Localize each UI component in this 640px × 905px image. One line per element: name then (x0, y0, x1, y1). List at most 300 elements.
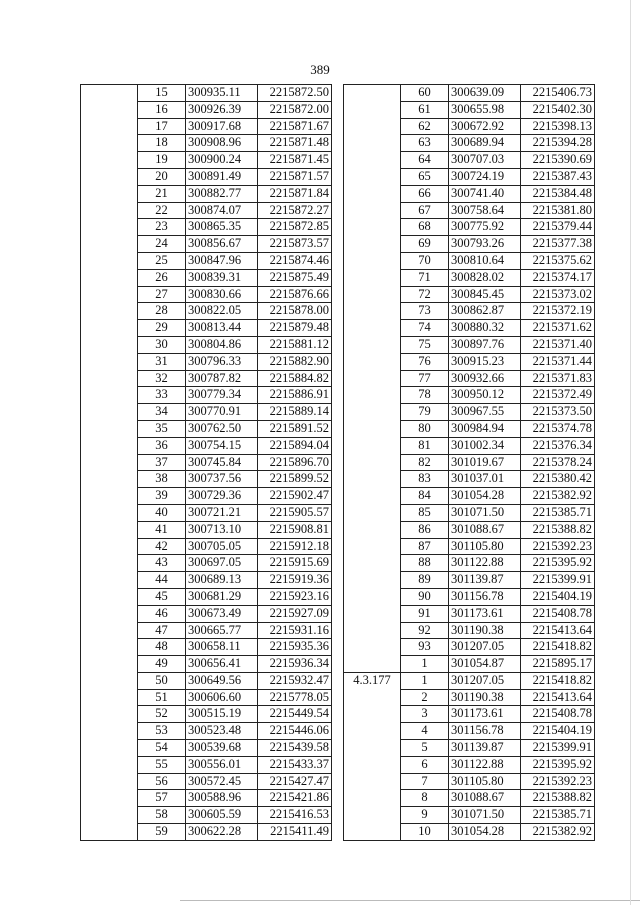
x-coordinate-cell: 300796.33 (186, 353, 258, 370)
section-cell (344, 202, 401, 219)
y-coordinate-cell: 2215394.28 (521, 135, 595, 152)
table-row (81, 656, 332, 673)
section-cell (81, 168, 138, 185)
y-coordinate-cell: 2215899.52 (258, 471, 332, 488)
section-cell (344, 807, 401, 824)
x-coordinate-cell: 300822.05 (186, 303, 258, 320)
section-cell (344, 404, 401, 421)
table-row (81, 85, 332, 102)
table-row (81, 185, 332, 202)
table-row (81, 118, 332, 135)
x-coordinate-cell: 300707.03 (449, 152, 521, 169)
section-cell (344, 219, 401, 236)
bottom-rule (180, 900, 640, 901)
section-cell (344, 706, 401, 723)
table-row (81, 219, 332, 236)
point-number-cell: 5 (401, 740, 449, 757)
y-coordinate-cell: 2215931.16 (258, 622, 332, 639)
table-row (81, 488, 332, 505)
x-coordinate-cell: 300862.87 (449, 303, 521, 320)
point-number-cell: 59 (138, 824, 186, 841)
section-cell (81, 387, 138, 404)
point-number-cell: 63 (401, 135, 449, 152)
point-number-cell: 52 (138, 706, 186, 723)
table-row (344, 773, 595, 790)
table-row (344, 588, 595, 605)
point-number-cell: 25 (138, 252, 186, 269)
x-coordinate-cell: 301019.67 (449, 454, 521, 471)
table-row (81, 689, 332, 706)
table-row (344, 756, 595, 773)
x-coordinate-cell: 300605.59 (186, 807, 258, 824)
x-coordinate-cell: 300658.11 (186, 639, 258, 656)
section-cell (344, 756, 401, 773)
y-coordinate-cell: 2215378.24 (521, 454, 595, 471)
y-coordinate-cell: 2215915.69 (258, 555, 332, 572)
y-coordinate-cell: 2215388.82 (521, 521, 595, 538)
section-cell (81, 756, 138, 773)
table-row (81, 336, 332, 353)
point-number-cell: 86 (401, 521, 449, 538)
table-row (81, 504, 332, 521)
x-coordinate-cell: 300787.82 (186, 370, 258, 387)
section-cell: 4.3.177 (344, 672, 401, 689)
point-number-cell: 76 (401, 353, 449, 370)
table-row (344, 252, 595, 269)
y-coordinate-cell: 2215875.49 (258, 269, 332, 286)
x-coordinate-cell: 300705.05 (186, 538, 258, 555)
x-coordinate-cell: 300656.41 (186, 656, 258, 673)
y-coordinate-cell: 2215371.44 (521, 353, 595, 370)
y-coordinate-cell: 2215895.17 (521, 656, 595, 673)
table-row (81, 740, 332, 757)
table-row (344, 370, 595, 387)
x-coordinate-cell: 301122.88 (449, 555, 521, 572)
section-cell (81, 622, 138, 639)
table-row (344, 504, 595, 521)
table-row (81, 706, 332, 723)
table-row (81, 756, 332, 773)
table-row (81, 807, 332, 824)
point-number-cell: 55 (138, 756, 186, 773)
section-cell (344, 689, 401, 706)
section-cell (81, 824, 138, 841)
y-coordinate-cell: 2215882.90 (258, 353, 332, 370)
section-cell (344, 740, 401, 757)
point-number-cell: 27 (138, 286, 186, 303)
y-coordinate-cell: 2215381.80 (521, 202, 595, 219)
point-number-cell: 44 (138, 572, 186, 589)
x-coordinate-cell: 300556.01 (186, 756, 258, 773)
x-coordinate-cell: 300967.55 (449, 404, 521, 421)
point-number-cell: 66 (401, 185, 449, 202)
point-number-cell: 2 (401, 689, 449, 706)
section-cell (344, 168, 401, 185)
y-coordinate-cell: 2215923.16 (258, 588, 332, 605)
point-number-cell: 50 (138, 672, 186, 689)
y-coordinate-cell: 2215872.85 (258, 219, 332, 236)
x-coordinate-cell: 300729.36 (186, 488, 258, 505)
x-coordinate-cell: 300779.34 (186, 387, 258, 404)
y-coordinate-cell: 2215418.82 (521, 639, 595, 656)
point-number-cell: 67 (401, 202, 449, 219)
x-coordinate-cell: 300724.19 (449, 168, 521, 185)
point-number-cell: 75 (401, 336, 449, 353)
y-coordinate-cell: 2215433.37 (258, 756, 332, 773)
x-coordinate-cell: 300515.19 (186, 706, 258, 723)
section-cell (344, 471, 401, 488)
x-coordinate-cell: 301105.80 (449, 538, 521, 555)
y-coordinate-cell: 2215878.00 (258, 303, 332, 320)
section-cell (81, 672, 138, 689)
point-number-cell: 28 (138, 303, 186, 320)
y-coordinate-cell: 2215374.17 (521, 269, 595, 286)
y-coordinate-cell: 2215379.44 (521, 219, 595, 236)
point-number-cell: 33 (138, 387, 186, 404)
section-cell (81, 370, 138, 387)
section-cell (344, 824, 401, 841)
point-number-cell: 72 (401, 286, 449, 303)
section-cell (344, 85, 401, 102)
table-row (344, 353, 595, 370)
point-number-cell: 20 (138, 168, 186, 185)
point-number-cell: 83 (401, 471, 449, 488)
section-cell (81, 202, 138, 219)
table-row (81, 202, 332, 219)
table-row (344, 118, 595, 135)
point-number-cell: 30 (138, 336, 186, 353)
y-coordinate-cell: 2215385.71 (521, 807, 595, 824)
x-coordinate-cell: 300813.44 (186, 320, 258, 337)
section-cell (81, 538, 138, 555)
x-coordinate-cell: 300926.39 (186, 101, 258, 118)
point-number-cell: 77 (401, 370, 449, 387)
x-coordinate-cell: 300880.32 (449, 320, 521, 337)
y-coordinate-cell: 2215390.69 (521, 152, 595, 169)
x-coordinate-cell: 300572.45 (186, 773, 258, 790)
section-cell (81, 471, 138, 488)
section-cell (81, 740, 138, 757)
table-row (344, 807, 595, 824)
y-coordinate-cell: 2215876.66 (258, 286, 332, 303)
section-cell (344, 437, 401, 454)
x-coordinate-cell: 301156.78 (449, 723, 521, 740)
point-number-cell: 34 (138, 404, 186, 421)
table-row (81, 572, 332, 589)
coordinates-table-left (80, 84, 332, 841)
x-coordinate-cell: 301207.05 (449, 639, 521, 656)
y-coordinate-cell: 2215372.19 (521, 303, 595, 320)
point-number-cell: 45 (138, 588, 186, 605)
y-coordinate-cell: 2215935.36 (258, 639, 332, 656)
x-coordinate-cell: 300741.40 (449, 185, 521, 202)
y-coordinate-cell: 2215384.48 (521, 185, 595, 202)
x-coordinate-cell: 301071.50 (449, 504, 521, 521)
y-coordinate-cell: 2215902.47 (258, 488, 332, 505)
point-number-cell: 39 (138, 488, 186, 505)
section-cell (81, 303, 138, 320)
section-cell (81, 420, 138, 437)
point-number-cell: 35 (138, 420, 186, 437)
point-number-cell: 79 (401, 404, 449, 421)
y-coordinate-cell: 2215872.27 (258, 202, 332, 219)
y-coordinate-cell: 2215418.82 (521, 672, 595, 689)
table-row (344, 740, 595, 757)
point-number-cell: 6 (401, 756, 449, 773)
section-cell (81, 404, 138, 421)
x-coordinate-cell: 300737.56 (186, 471, 258, 488)
point-number-cell: 60 (401, 85, 449, 102)
table-row (81, 521, 332, 538)
x-coordinate-cell: 300745.84 (186, 454, 258, 471)
table-row (344, 790, 595, 807)
point-number-cell: 47 (138, 622, 186, 639)
section-cell (344, 118, 401, 135)
x-coordinate-cell: 300523.48 (186, 723, 258, 740)
x-coordinate-cell: 301190.38 (449, 689, 521, 706)
section-cell (81, 504, 138, 521)
y-coordinate-cell: 2215382.92 (521, 824, 595, 841)
x-coordinate-cell: 300856.67 (186, 236, 258, 253)
table-row (344, 236, 595, 253)
y-coordinate-cell: 2215411.49 (258, 824, 332, 841)
table-row (81, 269, 332, 286)
x-coordinate-cell: 300655.98 (449, 101, 521, 118)
table-row (344, 488, 595, 505)
y-coordinate-cell: 2215872.00 (258, 101, 332, 118)
y-coordinate-cell: 2215912.18 (258, 538, 332, 555)
point-number-cell: 36 (138, 437, 186, 454)
point-number-cell: 64 (401, 152, 449, 169)
point-number-cell: 78 (401, 387, 449, 404)
y-coordinate-cell: 2215873.57 (258, 236, 332, 253)
section-cell (81, 605, 138, 622)
y-coordinate-cell: 2215927.09 (258, 605, 332, 622)
x-coordinate-cell: 300804.86 (186, 336, 258, 353)
x-coordinate-cell: 300681.29 (186, 588, 258, 605)
y-coordinate-cell: 2215371.62 (521, 320, 595, 337)
table-row (81, 303, 332, 320)
table-row (81, 236, 332, 253)
y-coordinate-cell: 2215408.78 (521, 605, 595, 622)
y-coordinate-cell: 2215886.91 (258, 387, 332, 404)
section-cell (81, 320, 138, 337)
x-coordinate-cell: 301002.34 (449, 437, 521, 454)
x-coordinate-cell: 300697.05 (186, 555, 258, 572)
section-cell (81, 555, 138, 572)
point-number-cell: 93 (401, 639, 449, 656)
section-cell (344, 723, 401, 740)
point-number-cell: 84 (401, 488, 449, 505)
x-coordinate-cell: 301139.87 (449, 740, 521, 757)
table-row (344, 420, 595, 437)
y-coordinate-cell: 2215871.67 (258, 118, 332, 135)
x-coordinate-cell: 300689.13 (186, 572, 258, 589)
section-cell (344, 320, 401, 337)
table-row (81, 101, 332, 118)
y-coordinate-cell: 2215881.12 (258, 336, 332, 353)
section-cell (344, 790, 401, 807)
point-number-cell: 51 (138, 689, 186, 706)
point-number-cell: 74 (401, 320, 449, 337)
table-row (81, 538, 332, 555)
y-coordinate-cell: 2215879.48 (258, 320, 332, 337)
y-coordinate-cell: 2215413.64 (521, 622, 595, 639)
x-coordinate-cell: 300588.96 (186, 790, 258, 807)
point-number-cell: 53 (138, 723, 186, 740)
section-cell (344, 588, 401, 605)
x-coordinate-cell: 301105.80 (449, 773, 521, 790)
x-coordinate-cell: 300770.91 (186, 404, 258, 421)
x-coordinate-cell: 301037.01 (449, 471, 521, 488)
point-number-cell: 18 (138, 135, 186, 152)
point-number-cell: 91 (401, 605, 449, 622)
x-coordinate-cell: 300882.77 (186, 185, 258, 202)
section-cell (81, 773, 138, 790)
y-coordinate-cell: 2215413.64 (521, 689, 595, 706)
y-coordinate-cell: 2215936.34 (258, 656, 332, 673)
x-coordinate-cell: 300721.21 (186, 504, 258, 521)
table-row (81, 252, 332, 269)
table-row (344, 622, 595, 639)
table-row (81, 404, 332, 421)
x-coordinate-cell: 300828.02 (449, 269, 521, 286)
point-number-cell: 65 (401, 168, 449, 185)
table-row (344, 219, 595, 236)
point-number-cell: 90 (401, 588, 449, 605)
table-row (81, 152, 332, 169)
x-coordinate-cell: 300689.94 (449, 135, 521, 152)
table-row (344, 605, 595, 622)
point-number-cell: 40 (138, 504, 186, 521)
section-cell (81, 689, 138, 706)
y-coordinate-cell: 2215871.57 (258, 168, 332, 185)
x-coordinate-cell: 301190.38 (449, 622, 521, 639)
section-cell (81, 152, 138, 169)
table-row (81, 135, 332, 152)
x-coordinate-cell: 300874.07 (186, 202, 258, 219)
y-coordinate-cell: 2215399.91 (521, 740, 595, 757)
y-coordinate-cell: 2215404.19 (521, 588, 595, 605)
section-cell (81, 135, 138, 152)
table-row (344, 85, 595, 102)
section-cell (81, 336, 138, 353)
section-cell (344, 185, 401, 202)
coordinates-table-right (343, 84, 595, 841)
y-coordinate-cell: 2215894.04 (258, 437, 332, 454)
y-coordinate-cell: 2215392.23 (521, 773, 595, 790)
y-coordinate-cell: 2215385.71 (521, 504, 595, 521)
section-cell (81, 101, 138, 118)
table-row (344, 555, 595, 572)
y-coordinate-cell: 2215395.92 (521, 756, 595, 773)
point-number-cell: 10 (401, 824, 449, 841)
point-number-cell: 24 (138, 236, 186, 253)
section-cell (81, 572, 138, 589)
x-coordinate-cell: 300839.31 (186, 269, 258, 286)
point-number-cell: 49 (138, 656, 186, 673)
section-cell (344, 387, 401, 404)
section-cell (81, 269, 138, 286)
x-coordinate-cell: 301088.67 (449, 790, 521, 807)
table-row (81, 437, 332, 454)
table-row (344, 824, 595, 841)
table-row (81, 672, 332, 689)
table-row (344, 320, 595, 337)
section-cell (81, 85, 138, 102)
table-row (344, 135, 595, 152)
x-coordinate-cell: 300673.49 (186, 605, 258, 622)
x-coordinate-cell: 300917.68 (186, 118, 258, 135)
x-coordinate-cell: 300758.64 (449, 202, 521, 219)
point-number-cell: 70 (401, 252, 449, 269)
point-number-cell: 1 (401, 672, 449, 689)
y-coordinate-cell: 2215392.23 (521, 538, 595, 555)
section-cell (344, 488, 401, 505)
section-cell (81, 807, 138, 824)
y-coordinate-cell: 2215382.92 (521, 488, 595, 505)
section-cell (81, 286, 138, 303)
y-coordinate-cell: 2215376.34 (521, 437, 595, 454)
table-row (344, 303, 595, 320)
y-coordinate-cell: 2215919.36 (258, 572, 332, 589)
section-cell (344, 286, 401, 303)
x-coordinate-cell: 300665.77 (186, 622, 258, 639)
section-cell (81, 437, 138, 454)
section-cell (81, 185, 138, 202)
point-number-cell: 87 (401, 538, 449, 555)
x-coordinate-cell: 301173.61 (449, 706, 521, 723)
point-number-cell: 80 (401, 420, 449, 437)
section-cell (344, 336, 401, 353)
x-coordinate-cell: 300908.96 (186, 135, 258, 152)
point-number-cell: 9 (401, 807, 449, 824)
point-number-cell: 8 (401, 790, 449, 807)
y-coordinate-cell: 2215449.54 (258, 706, 332, 723)
table-row (81, 723, 332, 740)
point-number-cell: 46 (138, 605, 186, 622)
table-row (81, 622, 332, 639)
table-row (344, 101, 595, 118)
section-cell (344, 135, 401, 152)
table-row (344, 706, 595, 723)
y-coordinate-cell: 2215371.40 (521, 336, 595, 353)
y-coordinate-cell: 2215399.91 (521, 572, 595, 589)
table-row (344, 538, 595, 555)
point-number-cell: 43 (138, 555, 186, 572)
point-number-cell: 7 (401, 773, 449, 790)
section-cell (344, 572, 401, 589)
x-coordinate-cell: 300900.24 (186, 152, 258, 169)
x-coordinate-cell: 301156.78 (449, 588, 521, 605)
table-row (344, 572, 595, 589)
section-cell (81, 118, 138, 135)
point-number-cell: 41 (138, 521, 186, 538)
y-coordinate-cell: 2215408.78 (521, 706, 595, 723)
point-number-cell: 54 (138, 740, 186, 757)
y-coordinate-cell: 2215402.30 (521, 101, 595, 118)
y-coordinate-cell: 2215439.58 (258, 740, 332, 757)
x-coordinate-cell: 300845.45 (449, 286, 521, 303)
section-cell (81, 790, 138, 807)
table-row (344, 336, 595, 353)
section-cell (81, 588, 138, 605)
x-coordinate-cell: 300830.66 (186, 286, 258, 303)
x-coordinate-cell: 301088.67 (449, 521, 521, 538)
x-coordinate-cell: 301173.61 (449, 605, 521, 622)
point-number-cell: 31 (138, 353, 186, 370)
table-row (344, 437, 595, 454)
